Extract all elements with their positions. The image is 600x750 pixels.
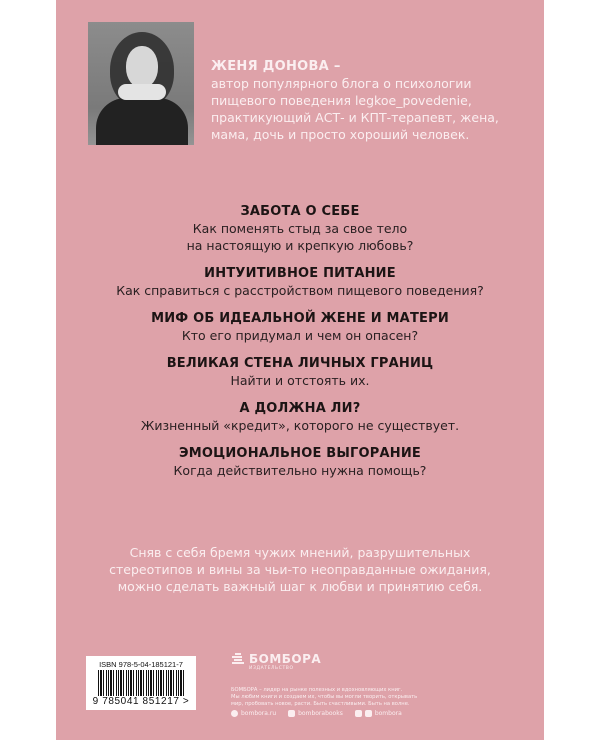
topic-title: А ДОЛЖНА ЛИ? [239,401,361,416]
bombora-logo-icon [231,652,245,666]
author-bio-line: мама, дочь и просто хороший человек. [211,127,470,142]
telegram-icon [365,710,372,717]
author-name: ЖЕНЯ ДОНОВА – [211,59,341,74]
social-label: bomborabooks [298,710,343,717]
barcode-icon [98,670,184,696]
social-messengers [355,710,402,717]
topic-item [56,265,544,299]
ok-icon [355,710,362,717]
topic-title: ЭМОЦИОНАЛЬНОЕ ВЫГОРАНИЕ [178,446,422,461]
topic-title: МИФ ОБ ИДЕАЛЬНОЙ ЖЕНЕ И МАТЕРИ [151,311,449,326]
blurb-line: стереотипов и вины за чьи-то неоправданные ожидания, [109,562,491,577]
blurb-line: Сняв с себя бремя чужих мнений, разрушительных [129,545,471,560]
topic-desc: Найти и отстоять их. [230,373,370,388]
topic-desc: Жизненный «кредит», которого не существует. [140,418,460,433]
topic-item [56,203,544,254]
topic-item [56,310,544,344]
author-bio-line: практикующий АСТ- и КПТ-терапевт, жена, [211,110,499,125]
topic-item [56,445,544,479]
book-back-cover [56,0,544,740]
topic-title: ИНТУИТИВНОЕ ПИТАНИЕ [204,266,396,281]
publisher-text-line: БОМБОРА – лидер на рынке полезных и вдохновляющих книг. [231,687,403,693]
isbn-label: ISBN 978-5-04-185121-7 [99,660,183,669]
topic-item [56,355,544,389]
topics-list [56,203,544,490]
publisher-description [231,687,531,708]
isbn-number: 9 785041 851217 > [92,696,190,707]
globe-icon [231,710,238,717]
social-label: bombora.ru [241,710,277,717]
topic-title: ЗАБОТА О СЕБЕ [240,204,360,219]
topic-desc: Кто его придумал и чем он опасен? [181,328,419,343]
publisher-socials [231,710,402,717]
blurb-line: можно сделать важный шаг к любви и принятию себя. [117,579,483,594]
publisher-text-line: мир, пробовать новое, расти. Быть счастливыми. Быть на волне. [231,701,410,707]
topic-desc: на настоящую и крепкую любовь? [186,238,414,253]
social-label: bombora [374,710,402,717]
vk-icon [288,710,295,717]
publisher-name: БОМБОРА [249,652,322,666]
publisher-text-line: Мы любим книги и создаем их, чтобы вы могли творить, открывать [231,694,418,700]
topic-desc: Как поменять стыд за свое тело [192,221,408,236]
publisher-logo [231,652,321,672]
social-website [231,710,276,717]
author-bio-line: автор популярного блога о психологии [211,76,472,91]
topic-title: ВЕЛИКАЯ СТЕНА ЛИЧНЫХ ГРАНИЦ [166,356,434,371]
isbn-barcode [86,656,196,710]
topic-desc: Когда действительно нужна помощь? [173,463,427,478]
author-photo [88,22,194,145]
author-bio-line: пищевого поведения legkoe_povedenie, [211,93,472,108]
blurb [56,544,544,595]
author-bio [211,58,551,143]
publisher-subtitle: ИЗДАТЕЛЬСТВО [249,666,294,671]
topic-item [56,400,544,434]
social-vk [288,710,343,717]
topic-desc: Как справиться с расстройством пищевого поведения? [116,283,484,298]
